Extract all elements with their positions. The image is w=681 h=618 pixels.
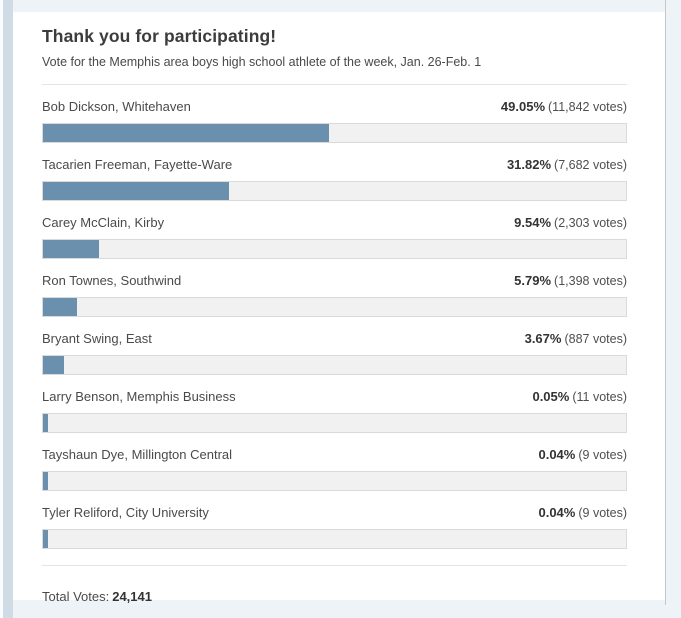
- option-votes: (11,842 votes): [548, 100, 627, 114]
- option-votes: (7,682 votes): [554, 158, 627, 172]
- vote-bar-fill: [43, 472, 48, 490]
- vote-bar-track: [42, 529, 627, 549]
- option-result: [538, 505, 627, 520]
- vote-bar-track: [42, 239, 627, 259]
- header-divider: [42, 84, 627, 85]
- option-name: Tyler Reliford, City University: [42, 505, 209, 520]
- poll-option-header: [42, 273, 627, 290]
- vote-bar-track: [42, 471, 627, 491]
- total-divider: [42, 565, 627, 566]
- poll-option-header: [42, 99, 627, 116]
- poll-option-header: [42, 331, 627, 348]
- option-result: [538, 447, 627, 462]
- total-votes-label: Total Votes:: [42, 589, 110, 604]
- vote-bar-track: [42, 181, 627, 201]
- option-result: [501, 99, 627, 114]
- poll-option-header: [42, 157, 627, 174]
- option-votes: (9 votes): [578, 448, 627, 462]
- total-votes-value: 24,141: [112, 589, 152, 604]
- total-votes-line: [42, 589, 627, 604]
- option-votes: (1,398 votes): [554, 274, 627, 288]
- poll-option-row: [42, 331, 627, 375]
- vote-bar-fill: [43, 530, 48, 548]
- vote-bar-fill: [43, 182, 229, 200]
- poll-option-row: [42, 505, 627, 549]
- vote-bar-track: [42, 297, 627, 317]
- poll-option-row: [42, 447, 627, 491]
- vote-bar-fill: [43, 356, 64, 374]
- vote-bar-track: [42, 123, 627, 143]
- poll-option-row: [42, 215, 627, 259]
- poll-results-card: [13, 12, 665, 604]
- option-result: [525, 331, 627, 346]
- option-votes: (2,303 votes): [554, 216, 627, 230]
- vote-bar-fill: [43, 240, 99, 258]
- option-result: [507, 157, 627, 172]
- option-votes: (887 votes): [564, 332, 627, 346]
- option-name: Bryant Swing, East: [42, 331, 152, 346]
- option-percent: 5.79%: [514, 273, 552, 288]
- vote-bar-track: [42, 355, 627, 375]
- poll-option-header: [42, 447, 627, 464]
- option-name: Larry Benson, Memphis Business: [42, 389, 236, 404]
- poll-option-row: [42, 389, 627, 433]
- option-name: Tayshaun Dye, Millington Central: [42, 447, 233, 462]
- option-votes: (11 votes): [572, 390, 627, 404]
- option-result: [532, 389, 627, 404]
- option-votes: (9 votes): [578, 506, 627, 520]
- poll-option-header: [42, 389, 627, 406]
- option-percent: 3.67%: [524, 331, 562, 346]
- option-name: Bob Dickson, Whitehaven: [42, 99, 191, 114]
- option-percent: 31.82%: [506, 157, 552, 172]
- poll-option-header: [42, 215, 627, 232]
- option-percent: 0.04%: [538, 505, 576, 520]
- vote-bar-track: [42, 413, 627, 433]
- poll-options-list: [42, 99, 627, 549]
- option-name: Tacarien Freeman, Fayette-Ware: [42, 157, 233, 172]
- vote-bar-fill: [43, 298, 77, 316]
- option-percent: 0.05%: [532, 389, 570, 404]
- option-result: [514, 215, 627, 230]
- poll-option-row: [42, 157, 627, 201]
- option-name: Ron Townes, Southwind: [42, 273, 182, 288]
- option-percent: 49.05%: [500, 99, 546, 114]
- vote-bar-fill: [43, 124, 329, 142]
- option-name: Carey McClain, Kirby: [42, 215, 165, 230]
- poll-question: Vote for the Memphis area boys high school athlete of the week, Jan. 26-Feb. 1: [42, 55, 482, 69]
- vote-bar-fill: [43, 414, 48, 432]
- poll-title: Thank you for participating!: [42, 26, 277, 46]
- poll-option-row: [42, 273, 627, 317]
- poll-option-row: [42, 99, 627, 143]
- page-left-strip: [3, 0, 13, 618]
- option-percent: 0.04%: [538, 447, 576, 462]
- card-right-border: [665, 0, 666, 605]
- option-percent: 9.54%: [514, 215, 552, 230]
- poll-option-header: [42, 505, 627, 522]
- option-result: [514, 273, 627, 288]
